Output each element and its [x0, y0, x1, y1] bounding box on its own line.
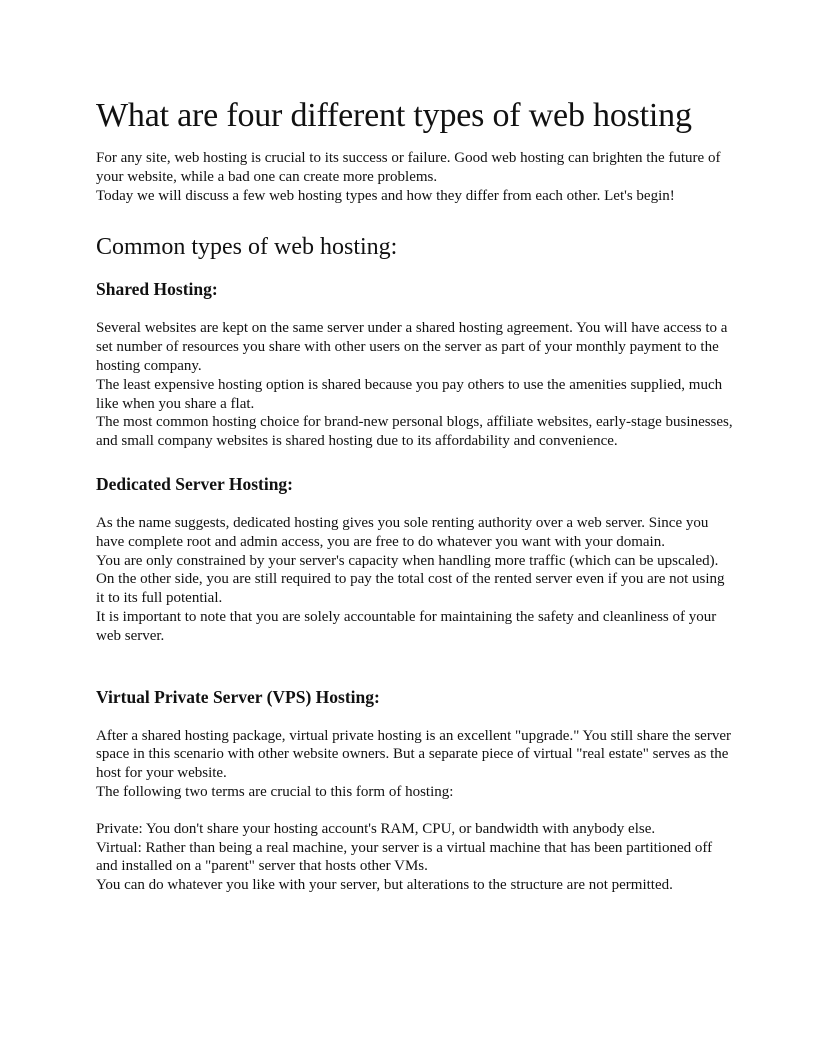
- body-paragraph: Several websites are kept on the same server under a shared hosting agreement. You will have access to a set number of resources you share with other users on the server as part of your monthly payment to the hosting company.: [96, 320, 728, 374]
- shared-hosting-section: [96, 278, 736, 451]
- term-paragraph: Virtual: Rather than being a real machine, your server is a virtual machine that has been partitioned off and installed on a "parent" server that hosts other VMs.: [96, 839, 713, 875]
- body-paragraph: It is important to note that you are solely accountable for maintaining the safety and cleanliness of your web server.: [96, 608, 717, 644]
- dedicated-hosting-heading: Dedicated Server Hosting:: [96, 473, 294, 494]
- intro-paragraph: Today we will discuss a few web hosting types and how they differ from each other. Let's begin!: [96, 187, 675, 204]
- intro-paragraph: For any site, web hosting is crucial to its success or failure. Good web hosting can brighten the future of your website, while a bad one can create more problems.: [96, 150, 721, 185]
- body-paragraph: You are only constrained by your server's capacity when handling more traffic (which can be upscaled). On the other side, you are still required to pay the total cost of the rented server even if you are not using it to its full potential.: [96, 552, 725, 607]
- intro-block: [96, 149, 736, 205]
- body-paragraph: As the name suggests, dedicated hosting gives you sole renting authority over a web server. Since you have complete root and admin access, you are free to do whatever you want with your domain.: [96, 514, 709, 550]
- shared-hosting-heading: Shared Hosting:: [96, 279, 218, 300]
- section-subtitle: Common types of web hosting:: [96, 234, 398, 261]
- dedicated-hosting-section: [96, 473, 736, 646]
- body-paragraph: After a shared hosting package, virtual private hosting is an excellent "upgrade." You still share the server space in this scenario with other website owners. But a separate piece of virtual "real estate" serves as the host for your website.: [96, 727, 731, 782]
- page-title: What are four different types of web hosting: [96, 97, 692, 134]
- term-paragraph: You can do whatever you like with your server, but alterations to the structure are not permitted.: [96, 877, 673, 894]
- vps-hosting-heading: Virtual Private Server (VPS) Hosting:: [96, 686, 380, 707]
- document-page: [96, 96, 736, 917]
- paragraph-spacer: [96, 802, 736, 820]
- body-paragraph: The following two terms are crucial to this form of hosting:: [96, 783, 454, 800]
- body-paragraph: The most common hosting choice for brand-new personal blogs, affiliate websites, early-stage businesses, and small company websites is shared hosting due to its affordability and convenience.: [96, 414, 733, 450]
- term-paragraph: Private: You don't share your hosting account's RAM, CPU, or bandwidth with anybody else.: [96, 820, 656, 837]
- body-paragraph: The least expensive hosting option is shared because you pay others to use the amenities supplied, much like when you share a flat.: [96, 376, 723, 412]
- vps-hosting-section: [96, 686, 736, 895]
